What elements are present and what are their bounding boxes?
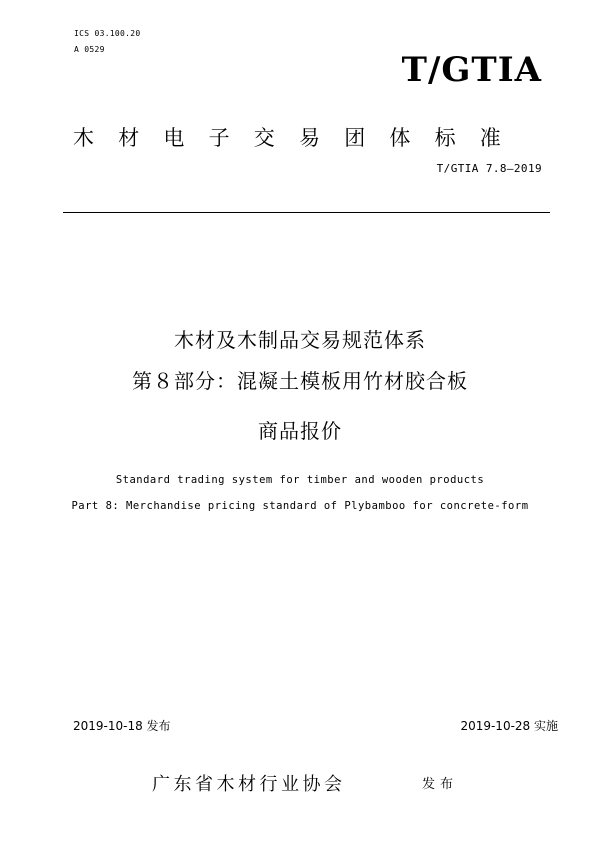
ccs-code: A 0529 bbox=[74, 45, 105, 54]
issuing-organization: 广东省木材行业协会 bbox=[152, 774, 346, 795]
ics-code: ICS 03.100.20 bbox=[74, 29, 141, 38]
english-title-line-2: Part 8: Merchandise pricing standard of Plybamboo for concrete-form bbox=[71, 500, 529, 512]
standard-logo: T/GTIA bbox=[401, 50, 542, 90]
header-divider bbox=[63, 212, 550, 213]
standard-type-heading: 木材电子交易团体标准 bbox=[73, 126, 525, 150]
implementation-date: 2019-10-28 实施 bbox=[460, 719, 558, 733]
document-title-line-2: 第８部分：混凝土模板用竹材胶合板 bbox=[132, 369, 468, 393]
document-title-line-1: 木材及木制品交易规范体系 bbox=[174, 328, 426, 352]
standard-number: T/GTIA 7.8—2019 bbox=[436, 162, 542, 175]
document-title-line-3: 商品报价 bbox=[258, 419, 342, 443]
english-title-line-1: Standard trading system for timber and wooden products bbox=[115, 474, 485, 486]
issue-label: 发布 bbox=[422, 777, 459, 792]
publication-date: 2019-10-18 发布 bbox=[73, 719, 171, 733]
